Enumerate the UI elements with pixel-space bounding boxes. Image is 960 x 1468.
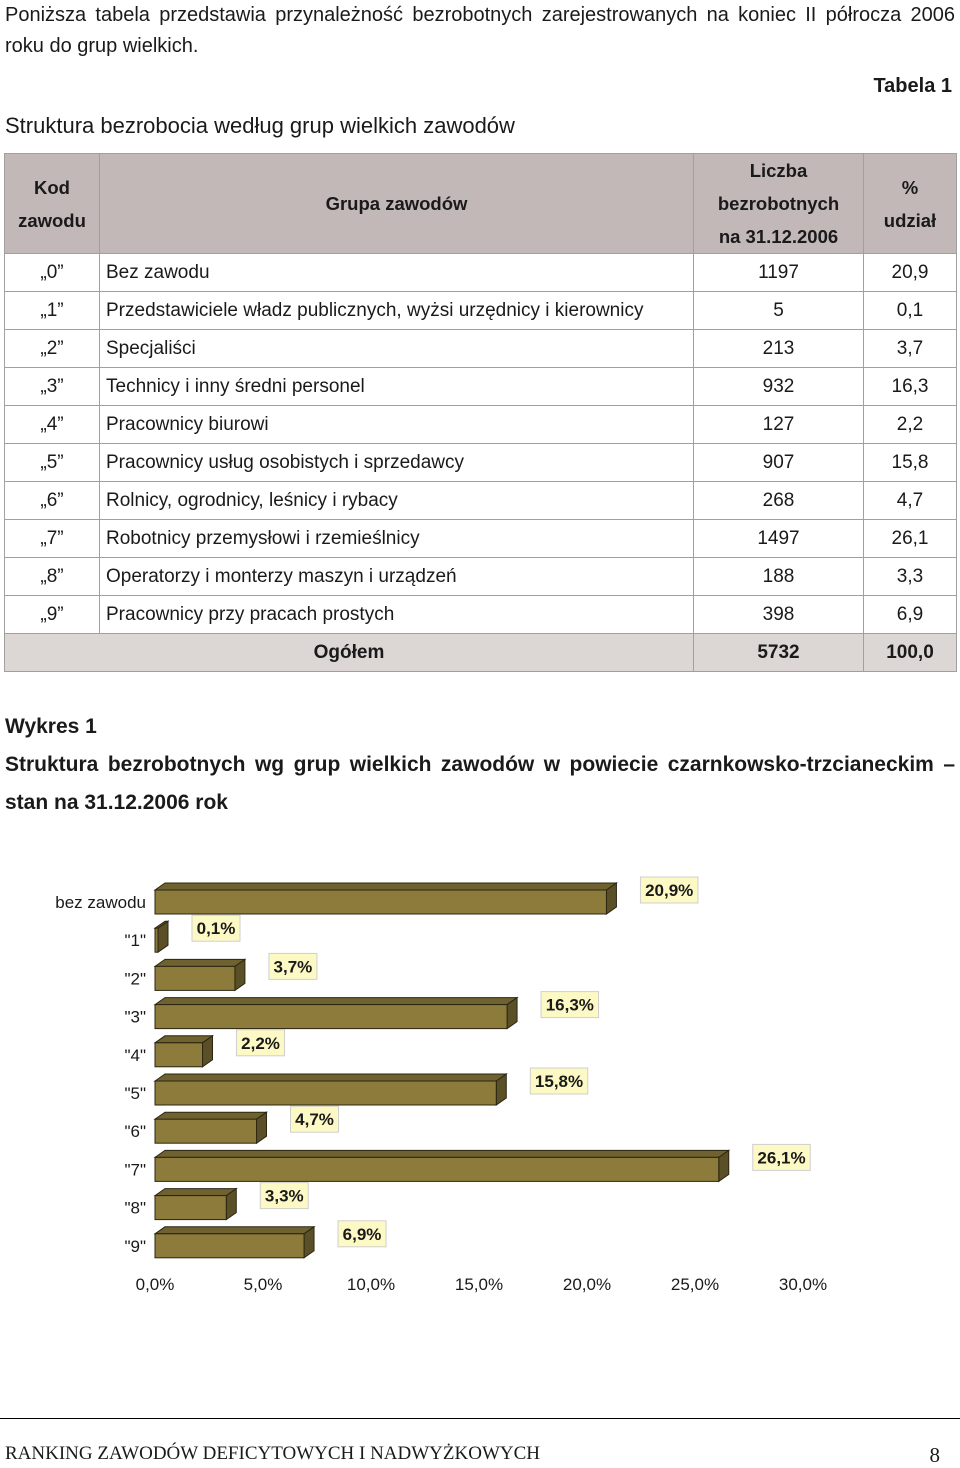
row-group: Pracownicy przy pracach prostych: [100, 596, 694, 634]
table-row: [5, 292, 957, 330]
total-label: Ogółem: [5, 634, 694, 672]
category-label: "2": [124, 969, 146, 989]
row-count: 127: [694, 406, 864, 444]
row-code: „2”: [5, 330, 100, 368]
row-code: „8”: [5, 558, 100, 596]
data-label: 3,3%: [264, 1186, 304, 1206]
bar-top: [155, 1189, 236, 1196]
data-label: 4,7%: [295, 1110, 334, 1130]
row-group: Technicy i inny średni personel: [100, 368, 694, 406]
bar: [155, 966, 235, 990]
x-tick-label: 10,0%: [346, 1275, 396, 1294]
total-count: 5732: [694, 634, 864, 672]
intro-paragraph: Poniższa tabela przedstawia przynależność bezrobotnych zarejestrowanych na koniec II półrocza 2006 roku do grup wielkich.: [5, 4, 955, 57]
x-tick-label: 30,0%: [778, 1275, 828, 1294]
header-pct-line2: udział: [883, 209, 937, 231]
bar-top: [155, 998, 517, 1005]
row-count: 188: [694, 558, 864, 596]
data-label: 3,7%: [273, 957, 313, 977]
table-total-row: [5, 634, 957, 672]
table-row: [5, 406, 957, 444]
row-count: 907: [694, 444, 864, 482]
bar: [155, 1157, 719, 1181]
row-count: 1197: [694, 254, 864, 292]
bar-top: [155, 1074, 506, 1081]
category-label: bez zawodu: [55, 893, 146, 912]
row-group: Przedstawiciele władz publicznych, wyżsi urzędnicy i kierownicy: [100, 292, 694, 330]
table-row: [5, 368, 957, 406]
row-group: Bez zawodu: [100, 254, 694, 292]
row-pct: 3,7: [864, 330, 957, 368]
row-pct: 20,9: [864, 254, 957, 292]
total-pct: 100,0: [864, 634, 957, 672]
row-group: Robotnicy przemysłowi i rzemieślnicy: [100, 520, 694, 558]
header-pct-line1: %: [901, 176, 919, 198]
data-label: 16,3%: [545, 995, 594, 1015]
row-count: 398: [694, 596, 864, 634]
chart-heading: [5, 708, 955, 822]
bar: [155, 1196, 226, 1220]
x-tick-label: 5,0%: [243, 1275, 283, 1294]
bar: [155, 1119, 257, 1143]
bar: [155, 1005, 507, 1029]
header-pct: [864, 154, 957, 254]
row-group: Specjaliści: [100, 330, 694, 368]
row-count: 268: [694, 482, 864, 520]
data-label: 15,8%: [534, 1072, 584, 1091]
chart-reference: Wykres 1: [5, 715, 97, 738]
table-header-row: [5, 154, 957, 254]
chart-title: Struktura bezrobotnych wg grup wielkich zawodów w powiecie czarnkowsko-trzcianeckim – stan na 31.12.2006 rok: [5, 753, 955, 814]
category-label: "8": [124, 1198, 146, 1218]
bar-chart: [0, 860, 960, 1310]
bar: [155, 890, 606, 914]
category-label: "3": [124, 1007, 146, 1027]
page-footer: [0, 1418, 960, 1467]
header-count-line1: Liczba: [749, 160, 808, 181]
row-code: „1”: [5, 292, 100, 330]
data-label: 20,9%: [645, 881, 694, 900]
row-code: „0”: [5, 254, 100, 292]
table-title: Struktura bezrobocia według grup wielkich zawodów: [5, 113, 515, 138]
row-code: „4”: [5, 406, 100, 444]
table-row: [5, 254, 957, 292]
x-tick-label: 20,0%: [562, 1275, 612, 1294]
row-pct: 0,1: [864, 292, 957, 330]
table-row: [5, 482, 957, 520]
row-pct: 6,9: [864, 596, 957, 634]
bar-top: [155, 883, 616, 890]
table-reference: Tabela 1: [873, 75, 952, 97]
row-group: Operatorzy i monterzy maszyn i urządzeń: [100, 558, 694, 596]
row-group: Pracownicy biurowi: [100, 406, 694, 444]
x-tick-label: 15,0%: [454, 1275, 504, 1294]
row-pct: 26,1: [864, 520, 957, 558]
table-row: [5, 558, 957, 596]
category-label: "4": [124, 1045, 146, 1065]
row-pct: 3,3: [864, 558, 957, 596]
bar: [155, 1234, 304, 1258]
row-group: Rolnicy, ogrodnicy, leśnicy i rybacy: [100, 482, 694, 520]
header-count-line3: na 31.12.2006: [718, 226, 839, 247]
row-count: 932: [694, 368, 864, 406]
category-label: "7": [124, 1160, 146, 1180]
x-tick-label: 0,0%: [135, 1275, 175, 1294]
bar-top: [155, 1227, 314, 1234]
bar-top: [155, 1150, 729, 1157]
table-row: [5, 330, 957, 368]
category-label: "1": [124, 931, 146, 951]
header-code-line2: zawodu: [18, 209, 86, 231]
category-label: "6": [124, 1122, 146, 1142]
row-code: „5”: [5, 444, 100, 482]
table-row: [5, 444, 957, 482]
data-label: 6,9%: [342, 1224, 382, 1244]
category-label: "5": [124, 1084, 146, 1103]
bar: [155, 1043, 203, 1067]
footer-text: RANKING ZAWODÓW DEFICYTOWYCH I NADWYŻKOWYCH: [5, 1443, 540, 1464]
table-row: [5, 520, 957, 558]
page-number: 8: [929, 1443, 940, 1467]
bar-top: [155, 1112, 267, 1119]
data-label: 26,1%: [757, 1148, 806, 1168]
row-code: „3”: [5, 368, 100, 406]
row-code: „9”: [5, 596, 100, 634]
row-count: 5: [694, 292, 864, 330]
row-pct: 16,3: [864, 368, 957, 406]
bar-top: [155, 959, 245, 966]
bar: [155, 928, 158, 952]
row-group: Pracownicy usług osobistych i sprzedawcy: [100, 444, 694, 482]
header-count-line2: bezrobotnych: [717, 193, 840, 214]
data-label: 0,1%: [196, 919, 236, 939]
row-code: „7”: [5, 520, 100, 558]
row-code: „6”: [5, 482, 100, 520]
unemployment-table: [4, 153, 957, 672]
row-pct: 4,7: [864, 482, 957, 520]
data-label: 2,2%: [241, 1033, 280, 1053]
row-pct: 15,8: [864, 444, 957, 482]
row-count: 213: [694, 330, 864, 368]
category-label: "9": [124, 1236, 146, 1256]
x-tick-label: 25,0%: [670, 1275, 720, 1294]
bar: [155, 1081, 496, 1105]
row-pct: 2,2: [864, 406, 957, 444]
header-code-line1: Kod: [34, 176, 70, 198]
header-group: Grupa zawodów: [100, 154, 694, 254]
table-row: [5, 596, 957, 634]
row-count: 1497: [694, 520, 864, 558]
header-count: [694, 154, 864, 254]
header-code: [5, 154, 100, 254]
